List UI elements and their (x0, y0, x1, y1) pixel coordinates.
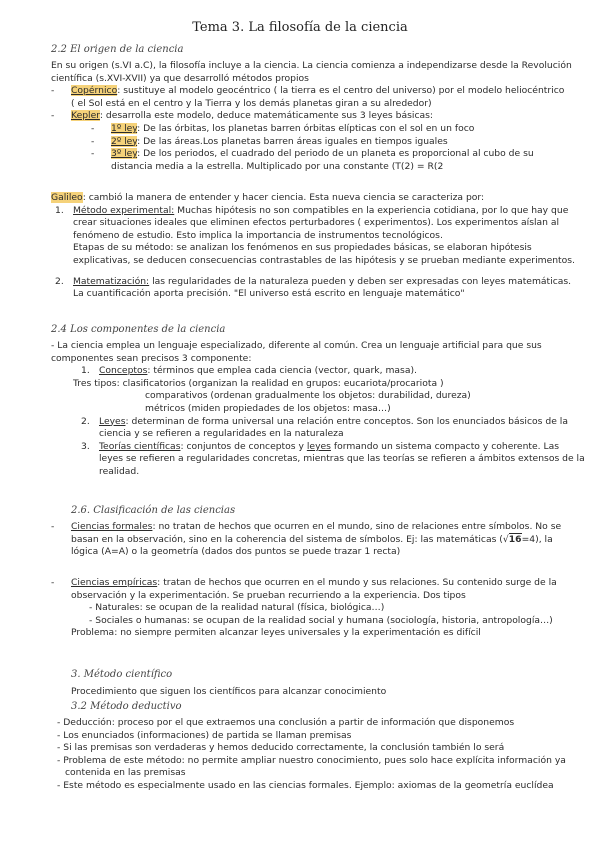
list-item: 2. Matematización: las regularidades de la naturaleza pueden y deben ser expresadas con leyes matemáticas. (55, 275, 572, 287)
clasificacion-section: - Ciencias formales: no tratan de hechos que ocurren en el mundo, sino de relaciones entre símbolos. No se basan en la observación, sino en la coherencia del sistema de símbolos. Ej: las matemáticas (√16=4), la lógica (A=A) o la geometría (dados dos puntos se puede trazar 1 recta) (51, 521, 562, 558)
componentes-section: - La ciencia emplea un lenguaje especializado, diferente al común. Crea un lenguaje artificial para que sus componentes sean precisos 3 componente: 1. Conceptos: términos que emplea cada ciencia (vector, quark, masa). Tres tipos: clasificatorios (organizan la realidad en grupos: eucariota/procariota ) comparativos (ordenan gradualmente los objetos: durabilidad, dureza) métricos (miden propiedades de los objetos: masa…) 2. Leyes: determinan de forma universal una relación entre conceptos. Son los enunciados básicos de la ciencia y se refieren a regularidades en la naturaleza 3. Teorías científicas: conjuntos de conceptos y leyes formando un sistema compacto y coherente. Las leyes se refieren a regularidades concretas, mientras que las teorías se refieren a ámbitos extensos de la realidad. (51, 340, 585, 477)
list-item: 1. Método experimental: Muchas hipótesis no son compatibles en la experiencia cotidiana, por lo que hay que (55, 204, 569, 216)
deductivo-list: - Deducción: proceso por el que extraemos una conclusión a partir de información que disponemos - Los enunciados (informaciones) de partida se llaman premisas - Si las premisas son verdaderas y hemos deducido correctamente, la conclusión también lo será - Problema de este método: no permite ampliar nuestro conocimiento, pues solo hace explícita información ya contenida en las premisas - Este método es especialmente usado en las ciencias formales. Ejemplo: axiomas de la geometría euclídea (57, 717, 566, 791)
matematizacion-label: Matematización: (73, 275, 150, 287)
list-item: - Problema de este método: no permite ampliar nuestro conocimiento, pues solo hace explícita información ya (57, 754, 566, 766)
law-label: 1º ley (111, 122, 138, 134)
formales-item: - Ciencias formales: no tratan de hechos que ocurren en el mundo, sino de relaciones entre símbolos. No se (51, 521, 562, 532)
metodo-def: Procedimiento que siguen los científicos para alcanzar conocimiento (71, 686, 387, 697)
intro-line: En su origen (s.VI a.C), la filosofía incluye a la ciencia. La ciencia comienza a independizarse desde la Revolución (51, 60, 572, 71)
list-item: 2. Leyes: determinan de forma universal una relación entre conceptos. Son los enunciados básicos de la (81, 415, 568, 427)
teorias-label: Teorías científicas (99, 440, 181, 452)
empiricas-item: - Ciencias empíricas: tratan de hechos que ocurren en el mundo y sus relaciones. Su contenido surge de la (51, 577, 557, 588)
list-item: - Los enunciados (informaciones) de partida se llaman premisas (57, 729, 352, 741)
law-item: - 3º ley: De los periodos, el cuadrado del periodo de un planeta es proporcional al cubo de su (91, 148, 534, 160)
sqrt-symbol: √ (502, 533, 509, 545)
heading-componentes: 2.4 Los componentes de la ciencia (51, 324, 226, 335)
heading-metodo: 3. Método científico (71, 669, 173, 680)
origen-section (51, 60, 572, 173)
empiricas-label: Ciencias empíricas (71, 577, 158, 588)
copernico-label: Copérnico (71, 85, 118, 97)
intro-line: científica (s.XVI-XVII) ya que desarrolló métodos propios (51, 72, 309, 84)
sqrt-radicand: 16 (508, 533, 522, 545)
law-label: 3º ley (111, 148, 138, 160)
copernico-item: - Copérnico: sustituye al modelo geocéntrico ( la tierra es el centro del universo) por el modelo heliocéntrico (51, 85, 565, 97)
page-title: Tema 3. La filosofía de la ciencia (192, 20, 408, 35)
copernico-cont: ( el Sol está en el centro y la Tierra y los demás planetas giran a su alrededor) (71, 97, 432, 109)
law-item: - 2º ley: De las áreas.Los planetas barren áreas iguales en tiempos iguales (91, 135, 448, 147)
list-item: - Si las premisas son verdaderas y hemos deducido correctamente, la conclusión también lo será (57, 742, 505, 754)
kepler-item: - Kepler: desarrolla este modelo, deduce matemáticamente sus 3 leyes básicas: (51, 110, 434, 122)
list-item: - Este método es especialmente usado en las ciencias formales. Ejemplo: axiomas de la geometría euclídea (57, 779, 554, 791)
law-label: 2º ley (111, 135, 138, 147)
galileo-label: Galileo (51, 192, 83, 203)
heading-deductivo: 3.2 Método deductivo (71, 701, 182, 712)
leyes-label: Leyes (99, 415, 126, 427)
law-item: - 1º ley: De las órbitas, los planetas barren órbitas elípticas con el sol en un foco (91, 122, 475, 134)
law-cont: distancia media a la estrella. Multiplicado por una constante (T(2) = R(2 (111, 160, 444, 172)
conceptos-label: Conceptos (99, 365, 148, 377)
list-item: 3. Teorías científicas: conjuntos de conceptos y leyes formando un sistema compacto y coherente. Las (81, 440, 560, 452)
heading-clasificacion: 2.6. Clasificación de las ciencias (71, 505, 236, 516)
heading-origen: 2.2 El origen de la ciencia (51, 44, 184, 55)
formales-label: Ciencias formales (71, 521, 153, 532)
kepler-label: Kepler (71, 110, 100, 122)
list-item: - Deducción: proceso por el que extraemos una conclusión a partir de información que disponemos (57, 717, 515, 728)
list-item: 1. Conceptos: términos que emplea cada ciencia (vector, quark, masa). (81, 365, 417, 377)
empiricas-section: - Ciencias empíricas: tratan de hechos que ocurren en el mundo y sus relaciones. Su contenido surge de la observación y la experimentación. Se prueban recurriendo a la experiencia. Dos tipos - Naturales: se ocupan de la realidad natural (física, biológica…) - Sociales o humanas: se ocupan de la realidad social y humana (sociología, historia, antropología…) Problema: no siempre permiten alcanzar leyes universales y la experimentación es difícil (51, 577, 561, 640)
galileo-section: Galileo: cambió la manera de entender y hacer ciencia. Esta nueva ciencia se caracteriza por: 1. Método experimental: Muchas hipótesis no son compatibles en la experiencia cotidiana, por lo que hay que crear situaciones ideales que eliminen efectos perturbadores ( experimentos). Los experimentos aíslan al fenómeno de estudio. Esto implica la importancia de instrumentos tecnológicos. Etapas de su método: se analizan los fenómenos en sus propiedades básicas, se elaboran hipótesis explicativas, se deducen consecuencias contrastables de las hipótesis y se prueban mediante experimentos. 2. Matematización: las regularidades de la naturaleza pueden y deben ser expresadas con leyes matemáticas. La cuantificación aporta precisión. "El universo está escrito en lenguaje matemático" (51, 192, 575, 300)
metodo-experimental-label: Método experimental: (73, 204, 175, 216)
galileo-item: Galileo: cambió la manera de entender y hacer ciencia. Esta nueva ciencia se caracteriza por: (51, 192, 485, 203)
